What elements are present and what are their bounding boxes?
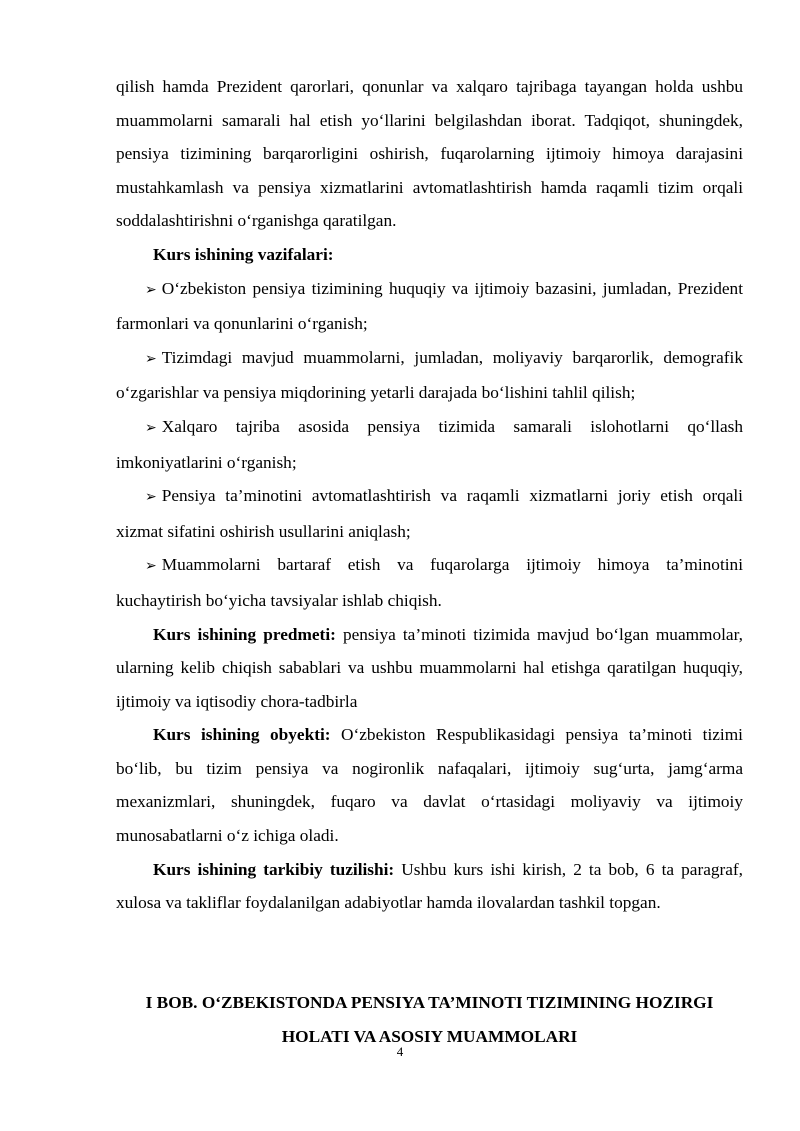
object-text: O‘zbekiston Respublikasidagi pensiya ta’minoti tizimi bo‘lib, bu tizim pensiya va nogironlik nafaqalari, ijtimoiy sug‘urta, jamg‘arma mexanizmlari, shuningdek, fuqaro va davlat o‘rtasidagi moliyaviy va ijtimoiy munosabatlarni o‘z ichiga oladi.	[116, 725, 743, 846]
task-item-1	[116, 272, 743, 341]
structure-text: Ushbu kurs ishi kirish, 2 ta bob, 6 ta paragraf, xulosa va takliflar foydalanilgan adabiyotlar hamda ilovalardan tashkil topgan.	[116, 859, 744, 913]
subject-label: Kurs ishining predmeti:	[153, 624, 336, 644]
chapter-heading-line-1: I BOB. O‘ZBEKISTONDA PENSIYA TA’MINOTI TIZIMINING HOZIRGI	[145, 993, 714, 1012]
task-item-text: O‘zbekiston pensiya tizimining huquqiy va ijtimoiy bazasini, jumladan, Prezident farmonlari va qonunlarini o‘rganish;	[116, 278, 743, 334]
intro-paragraph: qilish hamda Prezident qarorlari, qonunlar va xalqaro tajribaga tayangan holda ushbu muammolarni samarali hal etish yo‘llarini belgilashdan iborat. Tadqiqot, shuningdek, pensiya tizimining barqarorligini oshirish, fuqarolarning ijtimoiy himoya darajasini mustahkamlash va pensiya xizmatlarini avtomatlashtirish hamda raqamli tizim orqali soddalashtirishni o‘rganishga qaratilgan.	[116, 77, 743, 231]
task-item-text: Xalqaro tajriba asosida pensiya tizimida samarali islohotlarni qo‘llash imkoniyatlarini o‘rganish;	[116, 416, 743, 472]
structure-paragraph	[116, 853, 743, 920]
task-item-5	[116, 548, 743, 617]
task-item-3	[116, 410, 743, 479]
task-item-text: Pensiya ta’minotini avtomatlashtirish va raqamli xizmatlarni joriy etish orqali xizmat sifatini oshirish usullarini aniqlash;	[116, 486, 743, 541]
task-item-4	[116, 479, 743, 548]
subject-paragraph	[116, 618, 743, 719]
tasks-heading: Kurs ishining vazifalari:	[153, 244, 334, 264]
structure-label: Kurs ishining tarkibiy tuzilishi:	[153, 859, 395, 879]
arrow-bullet-icon: ➢	[145, 558, 157, 575]
arrow-bullet-icon: ➢	[145, 281, 157, 298]
object-paragraph	[116, 718, 743, 852]
document-body	[116, 70, 743, 920]
page-number: 4	[396, 1044, 404, 1059]
subject-text: pensiya ta’minoti tizimida mavjud bo‘lgan muammolar, ularning kelib chiqish sabablari va ushbu muammolarni hal etishga qaratilgan huquqiy, ijtimoiy va iqtisodiy chora-tadbirla	[116, 624, 743, 711]
task-item-2	[116, 341, 743, 410]
arrow-bullet-icon: ➢	[145, 489, 157, 506]
object-label: Kurs ishining obyekti:	[153, 725, 331, 745]
arrow-bullet-icon: ➢	[145, 350, 157, 367]
chapter-heading-line-2: HOLATI VA ASOSIY MUAMMOLARI	[281, 1027, 578, 1046]
task-item-text: Muammolarni bartaraf etish va fuqarolarga ijtimoiy himoya ta’minotini kuchaytirish bo‘yicha tavsiyalar ishlab chiqish.	[116, 555, 743, 610]
task-item-text: Tizimdagi mavjud muammolarni, jumladan, moliyaviy barqarorlik, demografik o‘zgarishlar va pensiya miqdorining yetarli darajada bo‘lishini tahlil qilish;	[116, 347, 743, 403]
arrow-bullet-icon: ➢	[145, 419, 157, 436]
